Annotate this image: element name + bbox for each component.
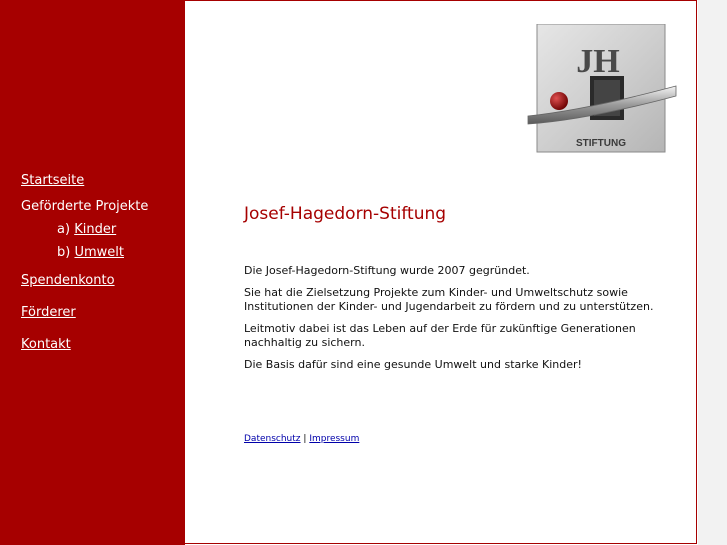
svg-text:JH: JH (576, 43, 620, 80)
sidebar (0, 0, 185, 545)
nav-spendenkonto-link[interactable]: Spendenkonto (21, 273, 115, 288)
jh-stiftung-logo (526, 24, 677, 154)
nav-startseite-link[interactable]: Startseite (21, 173, 85, 188)
content-area (185, 0, 697, 544)
right-background-strip (698, 0, 727, 545)
paragraph: Leitmotiv dabei ist das Leben auf der Erde für zukünftige Generationen nachhaltig zu sichern. (244, 321, 636, 349)
svg-text:STIFTUNG: STIFTUNG (576, 138, 626, 149)
datenschutz-link[interactable]: Datenschutz (244, 434, 301, 444)
footer-separator: | (303, 434, 307, 444)
nav-kinder-prefix: a) (57, 222, 71, 237)
impressum-link[interactable]: Impressum (309, 434, 360, 444)
footer-links (244, 434, 359, 444)
nav-gefoerderte-projekte-label: Geförderte Projekte (21, 199, 149, 214)
nav-umwelt-link[interactable]: Umwelt (74, 245, 124, 260)
intro-text (244, 264, 684, 379)
paragraph: Die Josef-Hagedorn-Stiftung wurde 2007 gegründet. (244, 264, 530, 277)
nav-kontakt-link[interactable]: Kontakt (21, 337, 71, 352)
paragraph: Die Basis dafür sind eine gesunde Umwelt und starke Kinder! (244, 357, 582, 371)
paragraph: Sie hat die Zielsetzung Projekte zum Kinder- und Umweltschutz sowie Institutionen der Kinder- und Jugendarbeit zu fördern und zu unterstützen. (244, 285, 654, 313)
nav-kinder-link[interactable]: Kinder (74, 222, 117, 237)
nav-foerderer-link[interactable]: Förderer (21, 305, 76, 320)
page-title: Josef-Hagedorn-Stiftung (244, 204, 447, 224)
nav-umwelt-prefix: b) (57, 245, 71, 260)
main-navigation (21, 172, 148, 353)
